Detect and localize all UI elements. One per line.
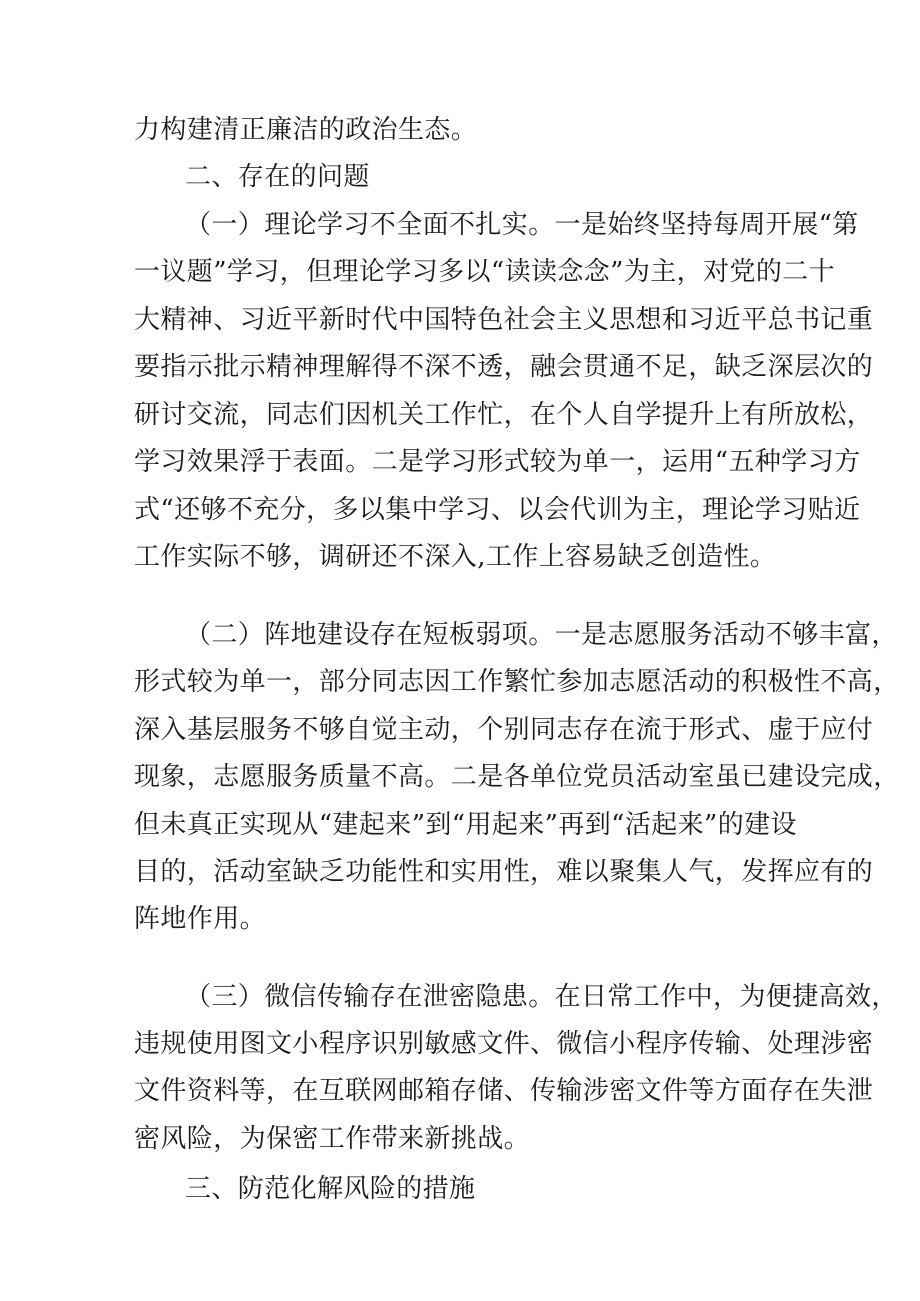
paragraph-2-line: 深入基层服务不够自觉主动，个别同志存在流于形式、虚于应付 bbox=[134, 715, 874, 745]
paragraph-1-line: 式“还够不充分，多以集中学习、以会代训为主，理论学习贴近 bbox=[134, 495, 861, 525]
paragraph-3-line: 密风险，为保密工作带来新挑战。 bbox=[134, 1124, 531, 1154]
paragraph-3-line: 违规使用图文小程序识别敏感文件、微信小程序传输、处理涉密 bbox=[134, 1029, 874, 1059]
paragraph-2-line: 目的，活动室缺乏功能性和实用性，难以聚集人气，发挥应有的 bbox=[134, 857, 874, 887]
paragraph-2-line: 现象，志愿服务质量不高。二是各单位党员活动室虽已建设完成， bbox=[134, 762, 900, 792]
section-heading-measures: 三、防范化解风险的措施 bbox=[185, 1174, 476, 1204]
paragraph-intro-line: 力构建清正廉洁的政治生态。 bbox=[134, 115, 478, 145]
paragraph-2-line: 但未真正实现从“建起来”到“用起来”再到“活起来”的建设 bbox=[134, 810, 797, 840]
paragraph-2-line: 阵地作用。 bbox=[134, 904, 267, 934]
paragraph-2-line: 形式较为单一，部分同志因工作繁忙参加志愿活动的积极性不高， bbox=[134, 667, 900, 697]
paragraph-1-line: 大精神、习近平新时代中国特色社会主义思想和习近平总书记重 bbox=[134, 305, 874, 335]
paragraph-1-line: 研讨交流，同志们因机关工作忙，在个人自学提升上有所放松， bbox=[134, 400, 874, 430]
paragraph-2-line: （二）阵地建设存在短板弱项。一是志愿服务活动不够丰富， bbox=[185, 620, 898, 650]
paragraph-3-line: 文件资料等，在互联网邮箱存储、传输涉密文件等方面存在失泄 bbox=[134, 1076, 874, 1106]
paragraph-1-line: 工作实际不够，调研还不深入,工作上容易缺乏创造性。 bbox=[134, 542, 777, 572]
paragraph-3-line: （三）微信传输存在泄密隐患。在日常工作中，为便捷高效， bbox=[185, 982, 898, 1012]
paragraph-1-line: （一）理论学习不全面不扎实。一是始终坚持每周开展“第 bbox=[185, 210, 859, 240]
section-heading-problems: 二、存在的问题 bbox=[185, 162, 370, 192]
paragraph-1-line: 一议题”学习，但理论学习多以“读读念念”为主，对党的二十 bbox=[134, 257, 836, 287]
paragraph-1-line: 学习效果浮于表面。二是学习形式较为单一，运用“五种学习方 bbox=[134, 447, 861, 477]
paragraph-1-line: 要指示批示精神理解得不深不透，融会贯通不足，缺乏深层次的 bbox=[134, 352, 874, 382]
